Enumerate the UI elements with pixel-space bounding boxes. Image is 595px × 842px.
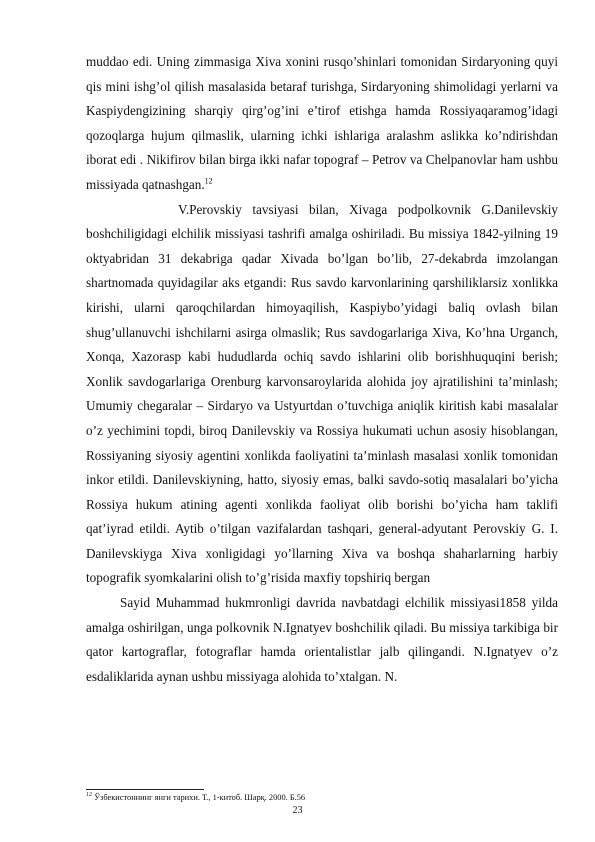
paragraph-1-text: muddao edi. Uning zimmasiga Xiva xonini rusqo’shinlari tomonidan Sirdaryoning quyi qis mini ishg’ol qilish masalasida betaraf turishga, Sirdaryoning shimolidagi yerlarni va Kaspiydengizining sharqiy qirg’og’ini e’tirof etishga hamda Rossiyaqaramog’idagi qozoqlarga hujum qilmaslik, ularning ichki ishlariga aralashm aslikka ko’ndirishdan iborat edi . Nikifirov bilan birga ikki nafar topograf – Petrov va Chelpanovlar ham ushbu missiyada qatnashgan. [86, 54, 558, 192]
footnote-text: Ўзбекистоннинг янги тарихи. Т., 1-китоб. Шарқ. 2000. Б.56 [94, 793, 306, 802]
document-body [86, 50, 558, 689]
footnote-reference[interactable]: 12 [204, 176, 213, 186]
footnote [86, 792, 558, 803]
footnote-divider [86, 789, 204, 790]
footnote-number: 12 [86, 792, 92, 799]
paragraph-2: V.Perovskiy tavsiyasi bilan, Xivaga podpolkovnik G.Danilevskiy boshchiligidagi elchilik missiyasi tashrifi amalga oshiriladi. Bu missiya 1842-yilning 19 oktyabridan 31 dekabriga qadar Xivada bo’lgan bo’lib, 27-dekabrda imzolangan shartnomada quyidagilar aks etgandi: Rus savdo karvonlarining qarshiliklarsiz xonlikka kirishi, ularni qaroqchilardan himoyaqilish, Kaspiybo’yidagi baliq ovlash bilan shug’ullanuvchi ishchilarni asirga olmaslik; Rus savdogarlariga Xiva, Ko’hna Urganch, Xonqa, Xazorasp kabi hududlarda ochiq savdo ishlarini olib borishhuquqini berish; Xonlik savdogarlariga Orenburg karvonsaroylarida alohida joy ajratilishini ta’minlash; Umumiy chegaralar – Sirdaryo va Ustyurtdan o’tuvchiga aniqlik kiritish kabi masalalar o’z yechimini topdi, biroq Danilevskiy va Rossiya hukumati uchun asosiy hisoblangan, Rossiyaning siyosiy agentini xonlikda faoliyatini ta’minlash masalasi xonlik tomonidan inkor etildi. Danilevskiyning, hatto, siyosiy emas, balki savdo-sotiq masalalari bo’yicha Rossiya hukum atining agenti xonlikda faoliyat olib borishi bo’yicha ham taklifi qat’iyrad etildi. Aytib o’tilgan vazifalardan tashqari, general-adyutant Perovskiy G. I. Danilevskiyga Xiva xonligidagi yo’llarning Xiva va boshqa shaharlarning harbiy topografik syomkalarini olish to’g’risida maxfiy topshiriq bergan [86, 201, 558, 586]
page-number: 23 [292, 805, 303, 816]
paragraph-3: Sayid Muhammad hukmronligi davrida navbatdagi elchilik missiyasi1858 yilda amalga oshirilgan, unga polkovnik N.Ignatyev boshchilik qiladi. Bu missiya tarkibiga bir qator kartograflar, fotograflar hamda orientalistlar jalb qilingandi. N.Ignatyev o’z esdaliklarida aynan ushbu missiyaga alohida to’xtalgan. N. [86, 595, 558, 684]
paragraph-1 [86, 50, 558, 198]
